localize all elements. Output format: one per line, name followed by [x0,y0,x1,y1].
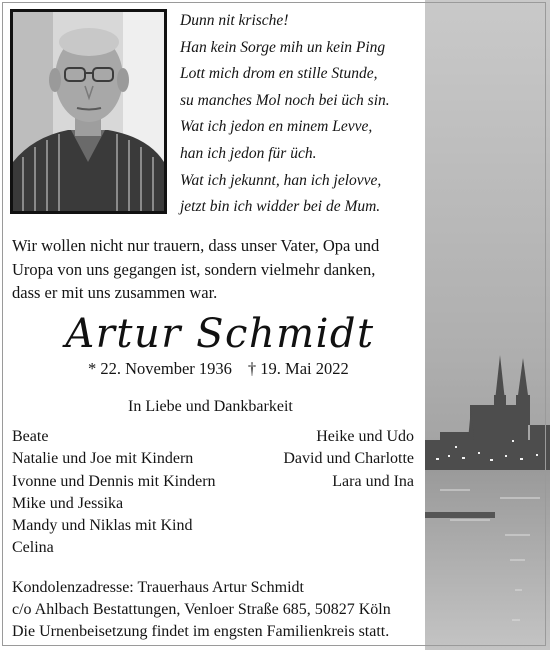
family-member: Heike und Udo [316,428,414,445]
family-member: Mandy und Niklas mit Kind [12,517,193,535]
poem-line: Wat ich jedon en minem Levve, [180,118,373,136]
family-member: Ivonne und Dennis mit Kindern [12,472,216,490]
poem-line: su manches Mol noch bei üch sin. [180,91,390,109]
poem-line: Lott mich drom en stille Stunde, [180,65,378,83]
family-member: Natalie und Joe mit Kindern [12,450,194,468]
deceased-name: Artur Schmidt [65,311,375,357]
burial-note: Die Urnenbeisetzung findet im engsten Familienkreis statt. [12,623,390,640]
portrait-photo [10,9,167,214]
life-dates [88,358,349,380]
family-member: David und Charlotte [283,450,414,468]
dedication: In Liebe und Dankbarkeit [128,398,293,415]
family-member: Mike und Jessika [12,494,124,512]
poem-line: Wat ich jekunnt, han ich jelovve, [180,171,382,189]
condolence-footer [12,577,422,643]
poem-line: Dunn nit krische! [180,12,289,29]
family-list-right [283,426,414,493]
portrait-image [13,12,164,211]
family-list-left [12,426,216,560]
intro-line: Uropa von uns gegangen ist, sondern vielmehr danken, [12,259,376,279]
condolence-address: Kondolenzadresse: Trauerhaus Artur Schmidt [12,579,304,596]
intro-text [12,234,412,305]
poem [180,8,420,221]
intro-line: dass er mit uns zusammen war. [12,283,218,303]
poem-line: han ich jedon für üch. [180,144,317,162]
death-date: † 19. Mai 2022 [247,359,349,378]
family-member: Celina [12,539,54,557]
poem-line: Han kein Sorge mih un kein Ping [180,38,386,56]
family-member: Beate [12,428,49,445]
funeral-home-address: c/o Ahlbach Bestattungen, Venloer Straße 685, 50827 Köln [12,601,391,618]
birth-date: * 22. November 1936 [88,359,232,378]
intro-line: Wir wollen nicht nur trauern, dass unser Vater, Opa und [12,236,380,255]
poem-line: jetzt bin ich widder bei de Mum. [180,198,381,216]
family-member: Lara und Ina [332,472,414,490]
